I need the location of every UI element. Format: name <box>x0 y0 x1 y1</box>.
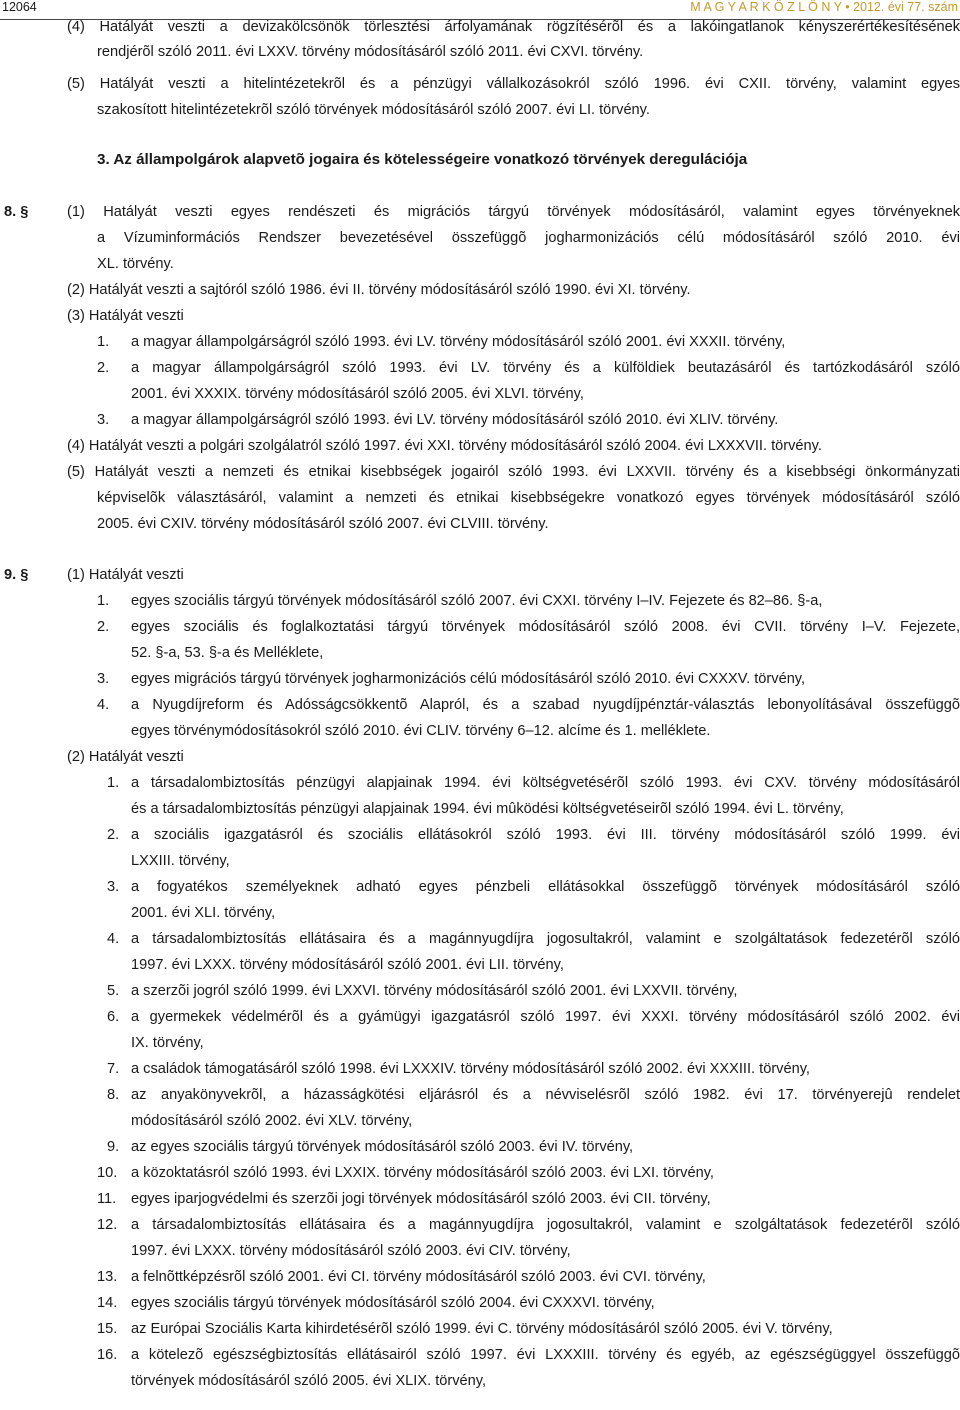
text-line: a társadalombiztosítás ellátásaira és a magánnyugdíjra jogosultakról, valamint e szolgáltatások fedezetérõl szóló <box>131 931 960 947</box>
text-line: és a társadalombiztosítás pénzügyi alapjainak 1994. évi mûködési költségvetéseirõl szóló 1994. évi L. törvény, <box>131 801 844 817</box>
text-line: a gyermekek védelmérõl és a gyámügyi igazgatásról szóló 1997. évi XXXI. törvény módosításáról szóló 2002. évi <box>131 1009 960 1025</box>
text-line: a felnõttképzésrõl szóló 2001. évi CI. törvény módosításáról szóló 2003. évi CVI. törvény, <box>131 1269 706 1285</box>
text-line: 2001. évi XLI. törvény, <box>131 905 276 921</box>
text-line: 2005. évi CXIV. törvény módosításáról szóló 2007. évi CLVIII. törvény. <box>97 516 549 532</box>
text-line: IX. törvény, <box>131 1035 204 1051</box>
text-line: 14. <box>97 1295 118 1311</box>
text-line: 12. <box>97 1217 118 1233</box>
text-line: a Nyugdíjreform és Adósságcsökkentõ Alapról, és a szabad nyugdíjpénztár-választás lebonyolításával összefüggõ <box>131 697 960 713</box>
text-line: 3. <box>97 671 110 687</box>
text-line: (4) Hatályát veszti a polgári szolgálatról szóló 1997. évi XXI. törvény módosításáról szóló 2004. évi LXXXVII. törvény. <box>67 438 822 454</box>
text-line: egyes szociális tárgyú törvények módosításáról szóló 2004. évi CXXXVI. törvény, <box>131 1295 655 1311</box>
text-line: a fogyatékos személyeknek adható egyes pénzbeli ellátásokkal összefüggõ törvények módosításáról szóló <box>131 879 960 895</box>
text-line: (2) Hatályát veszti <box>67 749 184 765</box>
text-line: 1997. évi LXXX. törvény módosításáról szóló 2003. évi CIV. törvény, <box>131 1243 571 1259</box>
text-line: egyes migrációs tárgyú törvények jogharmonizációs célú módosításáról szóló 2010. évi CXXXV. törvény, <box>131 671 806 687</box>
text-line: 1. <box>97 334 110 350</box>
text-line: a magyar állampolgárságról szóló 1993. évi LV. törvény módosításáról szóló 2001. évi XXXII. törvény, <box>131 334 786 350</box>
text-line: képviselõk választásáról, valamint a nemzeti és etnikai kisebbségekre vonatkozó egyes törvények módosításáról szóló <box>97 490 960 506</box>
text-line: (2) Hatályát veszti a sajtóról szóló 1986. évi II. törvény módosításáról szóló 1990. évi XI. törvény. <box>67 282 691 298</box>
text-line: 2. <box>97 619 110 635</box>
text-line: egyes törvénymódosításokról szóló 2010. évi CLIV. törvény 6–12. alcíme és 1. melléklete. <box>131 723 711 739</box>
text-line: 8. <box>107 1087 120 1103</box>
text-line: 10. <box>97 1165 118 1181</box>
text-line: 3. <box>107 879 120 895</box>
text-line: a Vízuminformációs Rendszer bevezetésével összefüggõ jogharmonizációs célú módosításáról szóló 2010. évi <box>97 230 960 246</box>
text-line: rendjérõl szóló 2011. évi LXXV. törvény módosításáról szóló 2011. évi CXVI. törvény. <box>97 44 644 60</box>
text-line: (4) Hatályát veszti a devizakölcsönök törlesztési árfolyamának rögzítésérõl és a lakóingatlanok kényszerértékesítésének <box>67 19 960 35</box>
text-line: a kötelezõ egészségbiztosítás ellátásairól szóló 1997. évi LXXXIII. törvény és egyéb, az egészségüggyel összefüggõ <box>131 1347 960 1363</box>
text-line: az egyes szociális tárgyú törvények módosításáról szóló 2003. évi IV. törvény, <box>131 1139 634 1155</box>
text-line: 5. <box>107 983 120 999</box>
text-line: (1) Hatályát veszti egyes rendészeti és migrációs tárgyú törvények módosításáról, valamint egyes törvényeknek <box>67 204 960 220</box>
text-line: 1. <box>107 775 120 791</box>
text-line: a közoktatásról szóló 1993. évi LXXIX. törvény módosításáról szóló 2003. évi LXI. törvény, <box>131 1165 714 1181</box>
text-line: a társadalombiztosítás ellátásaira és a magánnyugdíjra jogosultakról, valamint e szolgáltatások fedezetérõl szóló <box>131 1217 960 1233</box>
text-line: egyes iparjogvédelmi és szerzõi jogi törvények módosításáról szóló 2003. évi CII. törvény, <box>131 1191 711 1207</box>
text-line: 16. <box>97 1347 118 1363</box>
text-line: 1. <box>97 593 110 609</box>
text-line: 2. <box>107 827 120 843</box>
text-line: 3. <box>97 412 110 428</box>
text-line: 4. <box>97 697 110 713</box>
section-heading: 3. Az állampolgárok alapvetõ jogaira és kötelességeire vonatkozó törvények deregulációja <box>97 151 748 168</box>
text-line: LXXIII. törvény, <box>131 853 230 869</box>
text-line: 52. §-a, 53. §-a és Melléklete, <box>131 645 324 661</box>
text-line: törvények módosításáról szóló 2005. évi XLIX. törvény, <box>131 1373 487 1389</box>
paragraph-number: 8. § <box>4 204 29 220</box>
text-line: az Európai Szociális Karta kihirdetésérõl szóló 1999. évi C. törvény módosításáról szóló 2005. évi V. törvény, <box>131 1321 833 1337</box>
text-line: a szociális igazgatásról és szociális ellátásokról szóló 1993. évi III. törvény módosításáról szóló 1999. évi <box>131 827 960 843</box>
text-line: 13. <box>97 1269 118 1285</box>
text-line: (1) Hatályát veszti <box>67 567 184 583</box>
text-line: 15. <box>97 1321 118 1337</box>
text-line: (3) Hatályát veszti <box>67 308 184 324</box>
text-line: 2. <box>97 360 110 376</box>
text-line: 4. <box>107 931 120 947</box>
journal-title: M A G Y A R K Ö Z L Ö N Y • 2012. évi 77. szám <box>690 0 958 14</box>
text-line: (5) Hatályát veszti a nemzeti és etnikai kisebbségek jogairól szóló 1993. évi LXXVII. törvény és a kisebbségi önkormányzati <box>67 464 960 480</box>
text-line: szakosított hitelintézetekrõl szóló törvények módosításáról szóló 2007. évi LI. törvény. <box>97 102 650 118</box>
text-line: 6. <box>107 1009 120 1025</box>
text-line: 11. <box>97 1191 117 1207</box>
text-line: az anyakönyvekrõl, a házasságkötési eljárásról és a névviselésrõl szóló 1982. évi 17. törvényerejû rendelet <box>131 1087 960 1103</box>
text-line: a magyar állampolgárságról szóló 1993. évi LV. törvény módosításáról szóló 2010. évi XLIV. törvény. <box>131 412 779 428</box>
paragraph-number: 9. § <box>4 567 29 583</box>
page-header <box>0 0 960 19</box>
text-line: módosításáról szóló 2002. évi XLV. törvény, <box>131 1113 413 1129</box>
text-line: a szerzõi jogról szóló 1999. évi LXXVI. törvény módosításáról szóló 2001. évi LXXVII. törvény, <box>131 983 738 999</box>
text-line: 9. <box>107 1139 120 1155</box>
text-line: a családok támogatásáról szóló 1998. évi LXXXIV. törvény módosításáról szóló 2002. évi XXXIII. törvény, <box>131 1061 810 1077</box>
text-line: XL. törvény. <box>97 256 174 272</box>
text-line: 1997. évi LXXX. törvény módosításáról szóló 2001. évi LII. törvény, <box>131 957 564 973</box>
text-line: a társadalombiztosítás pénzügyi alapjainak 1994. évi költségvetésérõl szóló 1993. évi CXV. törvény módosításáról <box>131 775 960 791</box>
text-line: egyes szociális és foglalkoztatási tárgyú törvények módosításáról szóló 2008. évi CVII. törvény I–V. Fejezete, <box>131 619 960 635</box>
page-number: 12064 <box>2 0 37 14</box>
text-line: egyes szociális tárgyú törvények módosításáról szóló 2007. évi CXXI. törvény I–IV. Fejezete és 82–86. §-a, <box>131 593 823 609</box>
text-line: (5) Hatályát veszti a hitelintézetekrõl és a pénzügyi vállalkozásokról szóló 1996. évi CXII. törvény, valamint egyes <box>67 76 960 92</box>
text-line: 7. <box>107 1061 120 1077</box>
text-line: a magyar állampolgárságról szóló 1993. évi LV. törvény és a külföldiek beutazásáról és tartózkodásáról szóló <box>131 360 960 376</box>
text-line: 2001. évi XXXIX. törvény módosításáról szóló 2005. évi XLVI. törvény, <box>131 386 584 402</box>
